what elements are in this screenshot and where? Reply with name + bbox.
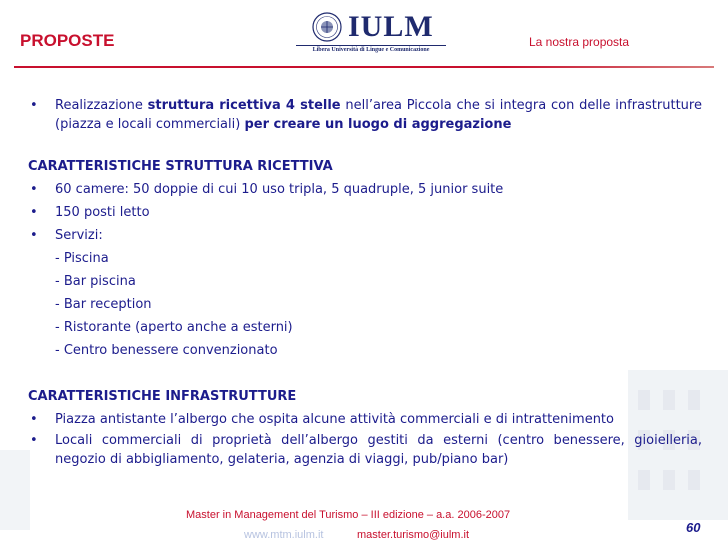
- intro-text-1: Realizzazione: [55, 98, 148, 113]
- university-seal-icon: [312, 12, 342, 42]
- section-heading-infrastructure: CARATTERISTICHE INFRASTRUTTURE: [28, 389, 297, 404]
- intro-text-goal: per creare un luogo di aggregazione: [244, 117, 512, 132]
- slide-title: PROPOSTE: [20, 31, 115, 50]
- slide-body: [28, 96, 702, 469]
- list-item: • Locali commerciali di proprietà dell’albergo gestiti da esterni (centro benessere, gioielleria, negozio di abbigliamento, gelateria, agenzia di viaggi, pub/piano bar): [28, 431, 702, 469]
- intro-text-2: nell’area Piccola che si integra con delle infrastrutture (piazza e locali commerciali): [55, 98, 702, 132]
- intro-bullet: [28, 96, 702, 134]
- list-item: • Servizi:: [28, 224, 702, 247]
- section-heading-accommodation: CARATTERISTICHE STRUTTURA RICETTIVA: [28, 159, 333, 174]
- service-item: - Centro benessere convenzionato: [55, 343, 278, 358]
- header-divider: [14, 66, 714, 68]
- list-item: • 60 camere: 50 doppie di cui 10 uso tripla, 5 quadruple, 5 junior suite: [28, 178, 702, 201]
- footer-email-link[interactable]: master.turismo@iulm.it: [357, 529, 470, 541]
- footer-website-link[interactable]: www.mtm.iulm.it: [244, 529, 324, 541]
- service-item: - Bar reception: [55, 297, 152, 312]
- page-number: 60: [686, 520, 701, 535]
- spacer: [28, 362, 702, 385]
- spacer: [28, 134, 702, 155]
- logo-rule: [296, 45, 446, 46]
- service-item: - Piscina: [55, 251, 109, 266]
- section-label: La nostra proposta: [529, 35, 630, 49]
- logo-wordmark: IULM: [348, 10, 434, 43]
- list-item: • 150 posti letto: [28, 201, 702, 224]
- service-item: - Ristorante (aperto anche a esterni): [55, 320, 293, 335]
- logo-subtitle: Libera Università di Lingue e Comunicazione: [312, 47, 430, 53]
- list-item: • Piazza antistante l’albergo che ospita alcune attività commerciali e di intrattenimento: [28, 408, 702, 431]
- service-item: - Bar piscina: [55, 274, 136, 289]
- intro-text-highlight: struttura ricettiva 4 stelle: [147, 98, 341, 113]
- iulm-logo: [296, 12, 446, 58]
- footer-master-line: Master in Management del Turismo – III edizione – a.a. 2006-2007: [186, 509, 511, 521]
